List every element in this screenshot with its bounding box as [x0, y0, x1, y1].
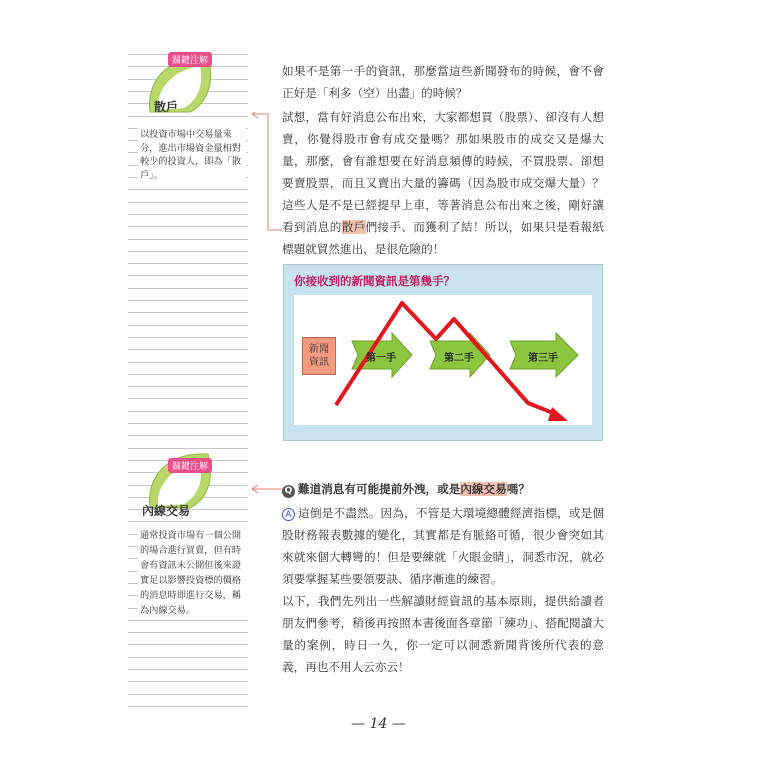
paragraph-part: 們接手、而獲利了結！所以，如果只是看報紙標題就貿然進出，是很危險的！: [282, 220, 604, 256]
ruled-line: [128, 398, 248, 399]
ruled-line: [128, 226, 248, 227]
question: [282, 478, 604, 500]
question-part: 嗎？: [506, 482, 530, 496]
ruled-line: [128, 644, 248, 645]
connector-line: [248, 484, 282, 494]
ruled-line: [128, 300, 248, 301]
ruled-line: [128, 349, 248, 350]
source-line: 資訊: [309, 357, 329, 368]
ruled-line: [128, 189, 248, 190]
figure-canvas: [294, 295, 592, 425]
ruled-line: [128, 386, 248, 387]
ruled-line: [128, 620, 248, 621]
ruled-line: [128, 325, 248, 326]
ruled-line: [128, 374, 248, 375]
ruled-line: [128, 521, 248, 522]
term-tag: 關鍵注解: [168, 52, 212, 67]
page-number: — 14 —: [351, 716, 406, 732]
ruled-line: [128, 411, 248, 412]
arrow-label-second: 第二手: [444, 353, 474, 364]
question-part: 難道消息有可能提前外洩，或是: [298, 482, 461, 496]
ruled-line: [128, 681, 248, 682]
trend-arrowhead: [548, 407, 568, 421]
paragraph-part: 試想，當有好消息公布出來，大家都想買（股票）、卻沒有人想賣，你覺得股市會有成交量嗎？那如果股市的成交又是爆大量，那麼，會有誰想要在好消息頻傳的時候，不買股票、卻想要賣股票，而且又賣出大量的籌碼（因為股市成交爆大量）？這些人是不是已經提早上車，等著消息公布出來之後，剛好讓看到消息的: [282, 110, 604, 234]
ruled-line: [128, 694, 248, 695]
ruled-line: [128, 312, 248, 313]
ruled-line: [128, 435, 248, 436]
ruled-line: [128, 706, 248, 707]
figure-panel: [283, 264, 603, 441]
ruled-line: [128, 239, 248, 240]
ruled-line: [128, 632, 248, 633]
paragraph: [282, 106, 604, 260]
ruled-line: [128, 202, 248, 203]
ruled-line: [128, 337, 248, 338]
term-tag: 關鍵注解: [168, 458, 212, 473]
ruled-line: [128, 362, 248, 363]
sidebar: [128, 44, 248, 714]
question-icon: Q: [282, 485, 295, 498]
source-line: 新聞: [309, 344, 329, 355]
ruled-line: [128, 214, 248, 215]
paragraph: 如果不是第一手的資訊，那麼當這些新聞發布的時候，會不會正好是「利多（空）出盡」的時候？: [282, 64, 604, 100]
term-title-sanhu: 散戶: [154, 100, 179, 114]
answer-text: 這倒是不盡然。因為，不管是大環境總體經濟指標，或是個股財務報表數據的變化，其實都是有脈絡可循，很少會突如其來就來個大轉彎的！但是要練就「火眼金睛」，洞悉市況，就必須要掌握某些要領要訣、循序漸進的練習。: [282, 506, 604, 586]
figure-title: 你接收到的新聞資訊是第幾手？: [294, 274, 455, 288]
ruled-line: [128, 263, 248, 264]
answer: [282, 502, 604, 590]
ruled-line: [128, 657, 248, 658]
paragraph: 以下，我們先列出一些解讀財經資訊的基本原則，提供給讀者朋友們參考，稍後再按照本書後面各章節「練功」、搭配閱讀大量的案例，時日一久，你一定可以洞悉新聞背後所代表的意義，再也不用人云亦云！: [282, 594, 604, 674]
ruled-line: [128, 288, 248, 289]
term-note-sanhu: 以投資市場中交易量來分，進出市場資金量相對較少的投資人，即為「散戶」。: [138, 128, 246, 182]
term-title-insider: 內線交易: [142, 504, 191, 518]
ruled-line: [128, 251, 248, 252]
ruled-line: [128, 669, 248, 670]
ruled-line: [128, 275, 248, 276]
term-note-insider: 通常投資市場有一個公開的場合進行買賣，但有時會有資訊未公開但後來證實足以影響投資標的價格的消息時即進行交易，稱為內線交易。: [138, 528, 250, 618]
highlight-term: 散戶: [341, 220, 366, 234]
ruled-line: [128, 423, 248, 424]
highlight-term: 內線交易: [460, 482, 507, 496]
arrow-label-first: 第一手: [366, 353, 396, 364]
answer-icon: A: [282, 508, 295, 521]
arrow-label-third: 第三手: [528, 353, 558, 364]
